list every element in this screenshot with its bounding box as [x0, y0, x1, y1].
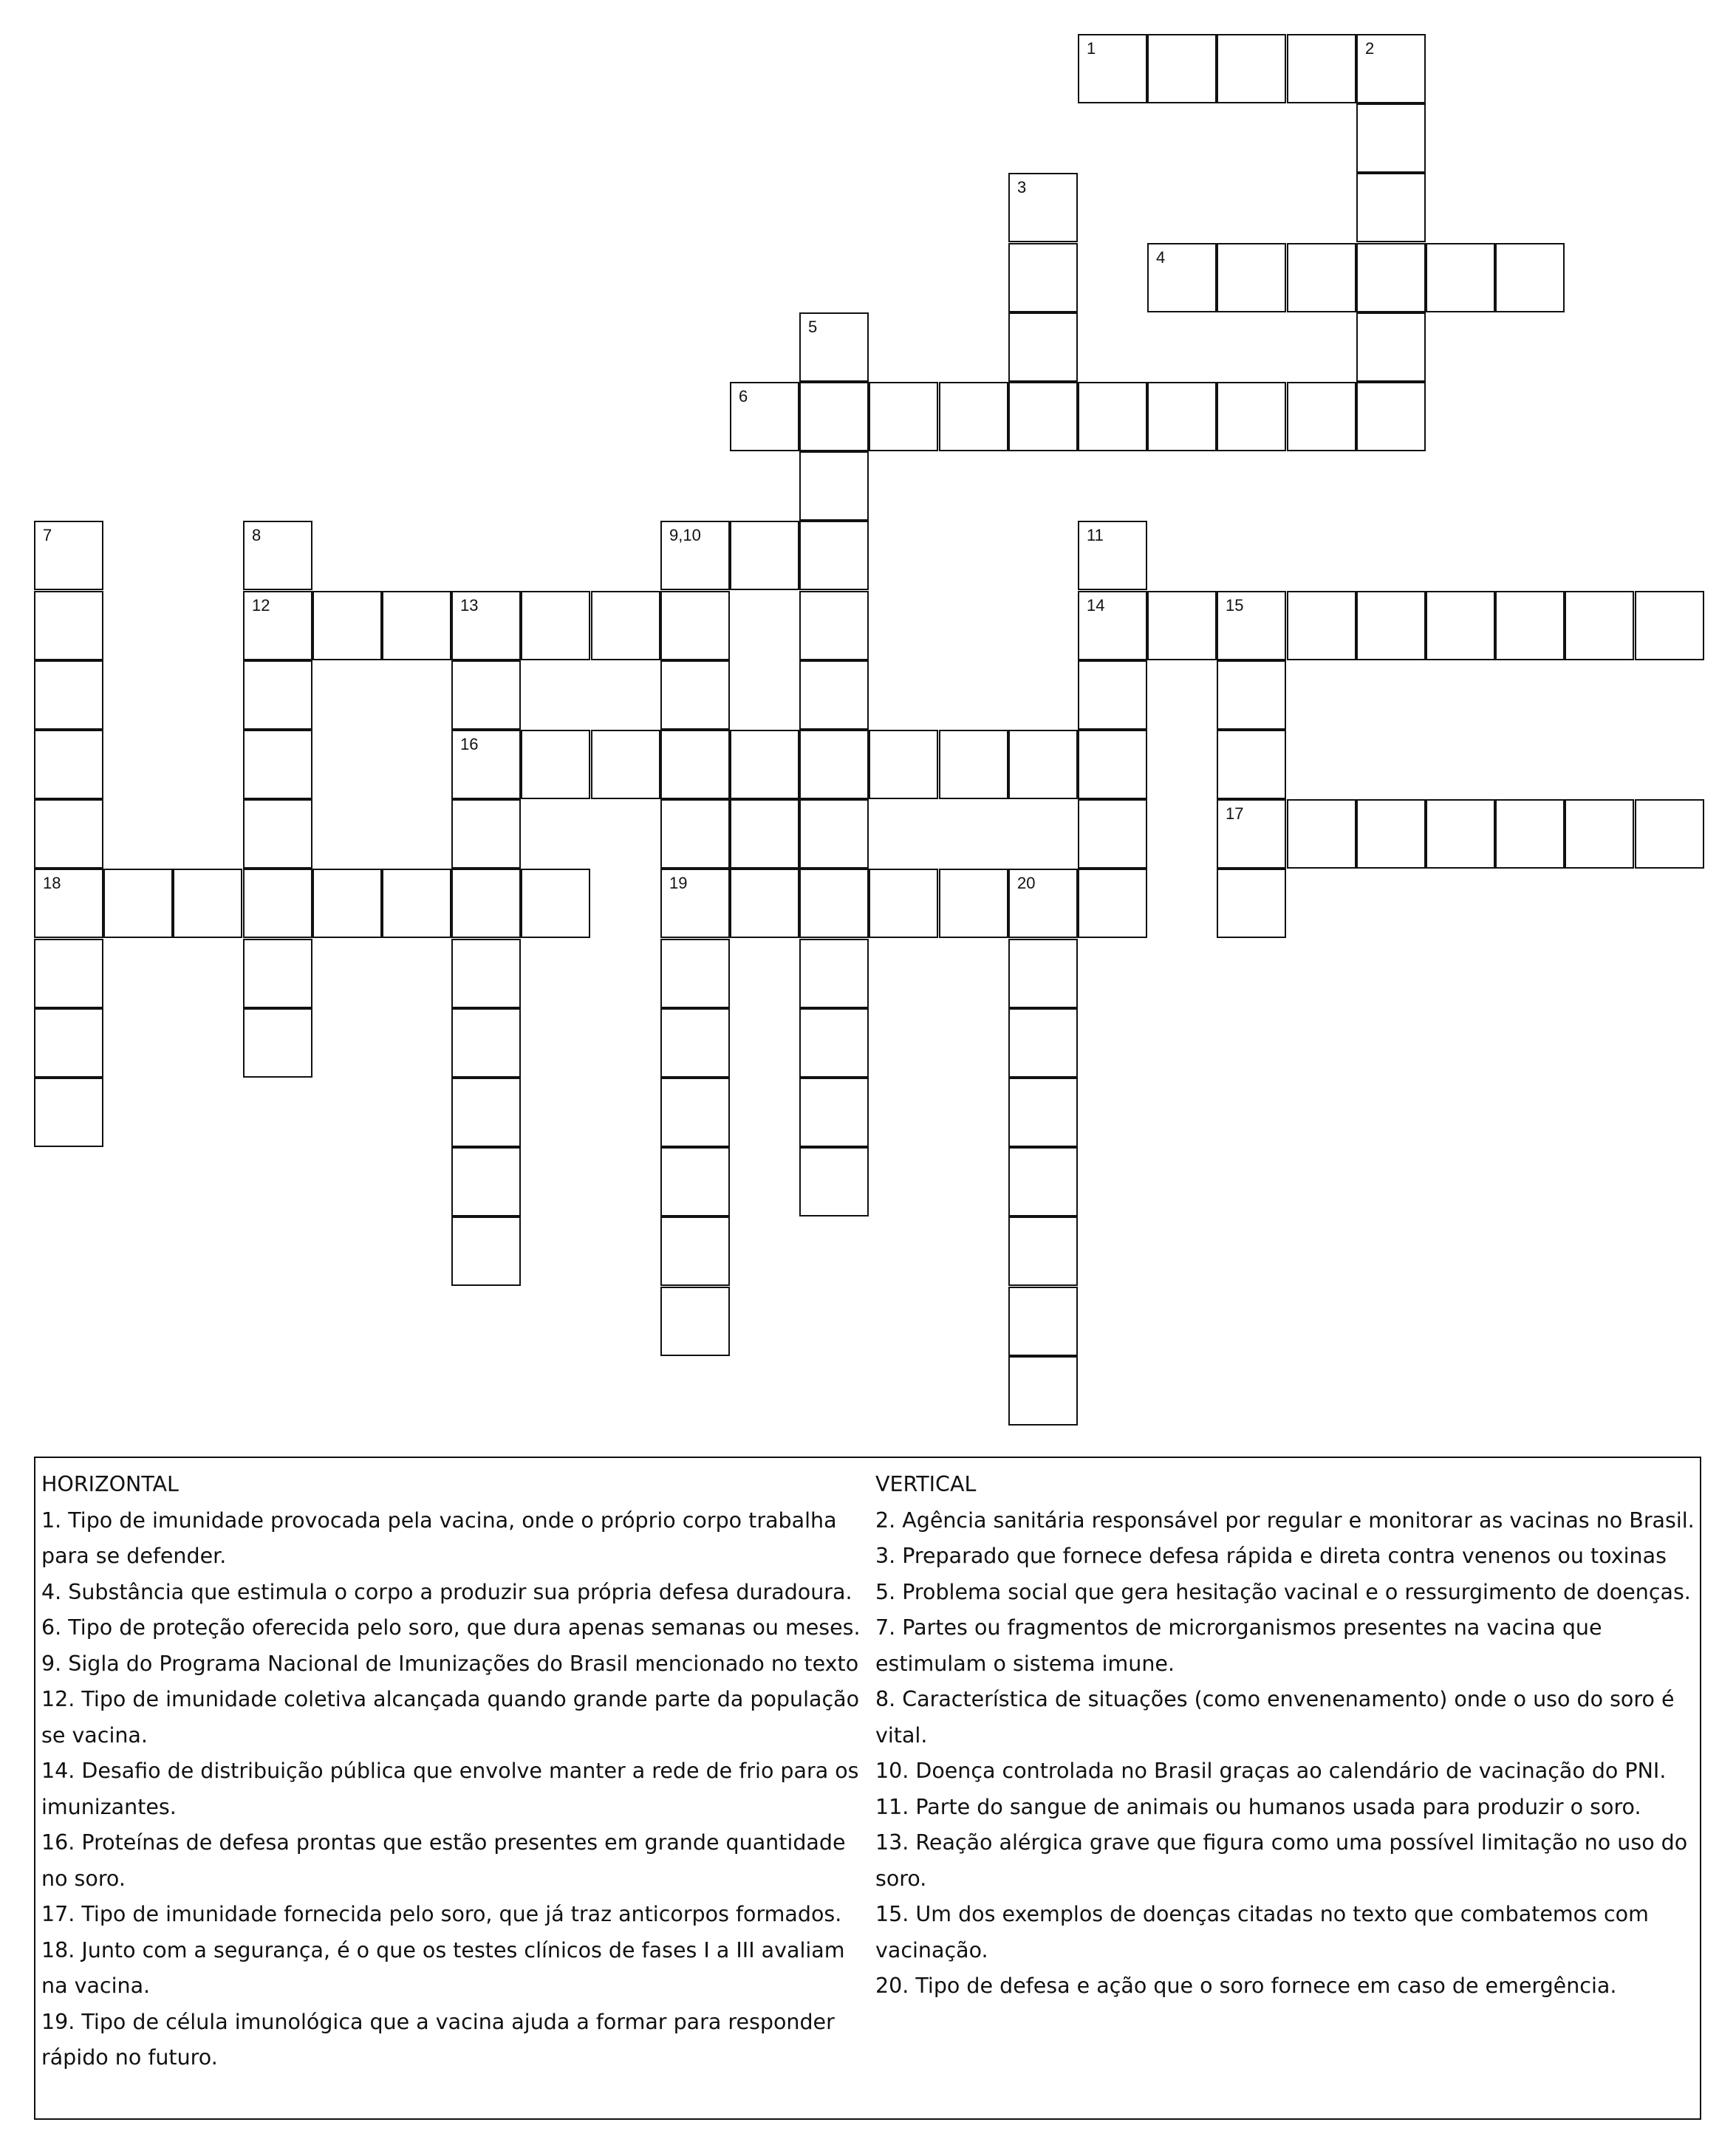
clue-number: 18	[43, 874, 61, 892]
clue-v-15: 15. Um dos exemplos de doenças citadas no texto que combatemos com vacinação.	[875, 1902, 1649, 1962]
grid-cell[interactable]	[1635, 591, 1704, 660]
grid-cell[interactable]	[451, 1008, 521, 1078]
grid-cell[interactable]	[1008, 1147, 1078, 1216]
clue-number: 12	[252, 596, 270, 615]
grid-cell[interactable]	[1217, 382, 1286, 451]
grid-cell[interactable]	[1356, 799, 1426, 869]
clue-number: 16	[460, 735, 479, 753]
grid-cell[interactable]	[799, 1008, 869, 1078]
grid-cell[interactable]	[451, 1147, 521, 1216]
clue-v-5: 5. Problema social que gera hesitação vacinal e o ressurgimento de doenças.	[875, 1579, 1691, 1604]
grid-cell[interactable]	[34, 1008, 103, 1078]
grid-cell[interactable]	[1078, 521, 1147, 590]
grid-cell[interactable]	[869, 730, 938, 799]
clue-number: 8	[252, 526, 262, 544]
grid-cell[interactable]	[730, 521, 799, 590]
grid-cell[interactable]	[660, 730, 730, 799]
grid-cell[interactable]	[1426, 243, 1495, 312]
vertical-title: VERTICAL	[875, 1472, 977, 1496]
grid-cell[interactable]	[243, 869, 312, 938]
grid-cell[interactable]	[1217, 243, 1286, 312]
grid-cell[interactable]	[1217, 591, 1286, 660]
grid-cell[interactable]	[1147, 243, 1217, 312]
grid-cell[interactable]	[451, 799, 521, 869]
grid-cell[interactable]	[1565, 591, 1634, 660]
grid-cell[interactable]	[1356, 243, 1426, 312]
clue-v-2: 2. Agência sanitária responsável por regular e monitorar as vacinas no Brasil.	[875, 1508, 1695, 1533]
grid-cell[interactable]	[1008, 173, 1078, 242]
grid-cell[interactable]	[1356, 312, 1426, 382]
grid-cell[interactable]	[34, 1078, 103, 1147]
clue-number: 19	[669, 874, 688, 892]
grid-cell[interactable]	[1078, 799, 1147, 869]
clue-number: 11	[1087, 526, 1104, 544]
grid-cell[interactable]	[1008, 730, 1078, 799]
grid-cell[interactable]	[1008, 1008, 1078, 1078]
grid-cell[interactable]	[799, 939, 869, 1008]
grid-cell[interactable]	[34, 799, 103, 869]
grid-cell[interactable]	[34, 939, 103, 1008]
grid-cell[interactable]	[1356, 382, 1426, 451]
grid-cell[interactable]	[799, 451, 869, 521]
grid-cell[interactable]	[1495, 799, 1565, 869]
grid-cell[interactable]	[1565, 799, 1634, 869]
grid-cell[interactable]	[521, 869, 590, 938]
grid-cell[interactable]	[1078, 869, 1147, 938]
grid-cell[interactable]	[799, 1147, 869, 1216]
clue-h-17: 17. Tipo de imunidade fornecida pelo soro, que já traz anticorpos formados.	[41, 1902, 842, 1926]
grid-cell[interactable]	[1078, 660, 1147, 730]
grid-cell[interactable]	[591, 730, 660, 799]
grid-cell[interactable]	[382, 869, 451, 938]
clue-h-16: 16. Proteínas de defesa prontas que estão presentes em grande quantidade no soro.	[41, 1830, 846, 1891]
grid-cell[interactable]	[1008, 243, 1078, 312]
grid-cell[interactable]	[1147, 34, 1217, 103]
grid-cell[interactable]	[1217, 660, 1286, 730]
grid-cell[interactable]	[799, 312, 869, 382]
grid-cell[interactable]	[939, 382, 1008, 451]
grid-cell[interactable]	[1078, 34, 1147, 103]
grid-cell[interactable]	[1356, 34, 1426, 103]
grid-cell[interactable]	[1495, 591, 1565, 660]
grid-cell[interactable]	[1078, 591, 1147, 660]
grid-cell[interactable]	[1078, 382, 1147, 451]
grid-cell[interactable]	[1008, 312, 1078, 382]
grid-cell[interactable]	[869, 869, 938, 938]
grid-cell[interactable]	[1495, 243, 1565, 312]
grid-cell[interactable]	[1287, 799, 1356, 869]
grid-cell[interactable]	[34, 660, 103, 730]
clue-number: 6	[739, 387, 748, 405]
grid-cell[interactable]	[799, 521, 869, 590]
grid-cell[interactable]	[34, 521, 103, 590]
clue-v-7: 7. Partes ou fragmentos de microrganismos presentes na vacina que estimulam o sistema imune.	[875, 1615, 1602, 1676]
clue-h-1: 1. Tipo de imunidade provocada pela vacina, onde o próprio corpo trabalha para se defender.	[41, 1508, 837, 1568]
grid-cell[interactable]	[1426, 591, 1495, 660]
grid-cell[interactable]	[521, 730, 590, 799]
clue-number: 1	[1087, 39, 1096, 58]
grid-cell[interactable]	[1008, 1356, 1078, 1426]
grid-cell[interactable]	[243, 591, 312, 660]
clue-number: 7	[43, 526, 52, 544]
grid-cell[interactable]	[312, 869, 382, 938]
grid-cell[interactable]	[730, 730, 799, 799]
grid-cell[interactable]	[243, 730, 312, 799]
horizontal-title: HORIZONTAL	[41, 1472, 179, 1496]
grid-cell[interactable]	[1008, 382, 1078, 451]
grid-cell[interactable]	[243, 1008, 312, 1078]
grid-cell[interactable]	[660, 799, 730, 869]
grid-cell[interactable]	[591, 591, 660, 660]
grid-cell[interactable]	[730, 382, 799, 451]
grid-cell[interactable]	[660, 1287, 730, 1356]
clue-number: 5	[808, 318, 818, 336]
grid-cell[interactable]	[799, 660, 869, 730]
grid-cell[interactable]	[382, 591, 451, 660]
clue-number: 2	[1365, 39, 1375, 58]
clue-h-6: 6. Tipo de proteção oferecida pelo soro, que dura apenas semanas ou meses.	[41, 1615, 861, 1640]
grid-cell[interactable]	[451, 660, 521, 730]
grid-cell[interactable]	[1287, 382, 1356, 451]
grid-cell[interactable]	[1217, 34, 1286, 103]
clue-number: 17	[1226, 804, 1244, 823]
grid-cell[interactable]	[660, 869, 730, 938]
clue-number: 9,10	[669, 526, 701, 544]
grid-cell[interactable]	[1356, 103, 1426, 173]
clue-v-20: 20. Tipo de defesa e ação que o soro fornece em caso de emergência.	[875, 1974, 1617, 1998]
clue-v-8: 8. Característica de situações (como envenenamento) onde o uso do soro é vital.	[875, 1687, 1675, 1748]
horizontal-clues	[41, 1467, 863, 2076]
clue-number: 14	[1087, 596, 1105, 615]
grid-cell[interactable]	[451, 869, 521, 938]
grid-cell[interactable]	[939, 730, 1008, 799]
grid-cell[interactable]	[1287, 243, 1356, 312]
grid-cell[interactable]	[1635, 799, 1704, 869]
grid-cell[interactable]	[799, 730, 869, 799]
grid-cell[interactable]	[730, 799, 799, 869]
grid-cell[interactable]	[730, 869, 799, 938]
clue-v-11: 11. Parte do sangue de animais ou humanos usada para produzir o soro.	[875, 1794, 1641, 1819]
grid-cell[interactable]	[521, 591, 590, 660]
grid-cell[interactable]	[34, 730, 103, 799]
clue-number: 20	[1017, 874, 1036, 892]
clue-v-3: 3. Preparado que fornece defesa rápida e direta contra venenos ou toxinas	[875, 1544, 1667, 1568]
grid-cell[interactable]	[939, 869, 1008, 938]
grid-cell[interactable]	[451, 1078, 521, 1147]
grid-cell[interactable]	[799, 1078, 869, 1147]
clue-h-19: 19. Tipo de célula imunológica que a vacina ajuda a formar para responder rápido no futuro.	[41, 2009, 835, 2070]
grid-cell[interactable]	[451, 730, 521, 799]
grid-cell[interactable]	[1356, 173, 1426, 242]
vertical-clues	[875, 1467, 1697, 2005]
grid-cell[interactable]	[660, 521, 730, 590]
grid-cell[interactable]	[34, 591, 103, 660]
grid-cell[interactable]	[660, 591, 730, 660]
grid-cell[interactable]	[451, 1216, 521, 1286]
grid-cell[interactable]	[660, 1078, 730, 1147]
grid-cell[interactable]	[243, 660, 312, 730]
grid-cell[interactable]	[1008, 869, 1078, 938]
grid-cell[interactable]	[660, 939, 730, 1008]
clue-number: 15	[1226, 596, 1244, 615]
grid-cell[interactable]	[799, 382, 869, 451]
grid-cell[interactable]	[799, 869, 869, 938]
grid-cell[interactable]	[173, 869, 242, 938]
grid-cell[interactable]	[1078, 730, 1147, 799]
grid-cell[interactable]	[451, 939, 521, 1008]
clue-number: 13	[460, 596, 479, 615]
grid-cell[interactable]	[1147, 591, 1217, 660]
grid-cell[interactable]	[1217, 869, 1286, 938]
grid-cell[interactable]	[660, 1216, 730, 1286]
grid-cell[interactable]	[1287, 591, 1356, 660]
grid-cell[interactable]	[451, 591, 521, 660]
clue-number: 4	[1156, 248, 1166, 267]
clue-v-13: 13. Reação alérgica grave que figura como uma possível limitação no uso do soro.	[875, 1830, 1688, 1891]
grid-cell[interactable]	[1426, 799, 1495, 869]
grid-cell[interactable]	[1217, 730, 1286, 799]
grid-cell[interactable]	[1008, 1287, 1078, 1356]
grid-cell[interactable]	[1356, 591, 1426, 660]
grid-cell[interactable]	[660, 1008, 730, 1078]
grid-cell[interactable]	[243, 521, 312, 590]
grid-cell[interactable]	[243, 799, 312, 869]
clues-box	[34, 1457, 1701, 2120]
grid-cell[interactable]	[799, 591, 869, 660]
grid-cell[interactable]	[1008, 1216, 1078, 1286]
grid-cell[interactable]	[660, 1147, 730, 1216]
grid-cell[interactable]	[869, 382, 938, 451]
clue-h-12: 12. Tipo de imunidade coletiva alcançada quando grande parte da população se vacina.	[41, 1687, 860, 1748]
grid-cell[interactable]	[799, 799, 869, 869]
grid-cell[interactable]	[34, 869, 103, 938]
grid-cell[interactable]	[1287, 34, 1356, 103]
clue-h-18: 18. Junto com a segurança, é o que os testes clínicos de fases I a III avaliam na vacina.	[41, 1937, 845, 1998]
grid-cell[interactable]	[1147, 382, 1217, 451]
clue-h-14: 14. Desafio de distribuição pública que envolve manter a rede de frio para os imunizantes.	[41, 1759, 859, 1819]
grid-cell[interactable]	[1008, 939, 1078, 1008]
clue-h-9: 9. Sigla do Programa Nacional de Imunizações do Brasil mencionado no texto	[41, 1651, 859, 1676]
clue-number: 3	[1017, 178, 1027, 196]
grid-cell[interactable]	[1217, 799, 1286, 869]
grid-cell[interactable]	[243, 939, 312, 1008]
grid-cell[interactable]	[103, 869, 173, 938]
clue-h-4: 4. Substância que estimula o corpo a produzir sua própria defesa duradoura.	[41, 1579, 852, 1604]
grid-cell[interactable]	[1008, 1078, 1078, 1147]
clue-v-10: 10. Doença controlada no Brasil graças ao calendário de vacinação do PNI.	[875, 1759, 1667, 1783]
grid-cell[interactable]	[312, 591, 382, 660]
grid-cell[interactable]	[660, 660, 730, 730]
